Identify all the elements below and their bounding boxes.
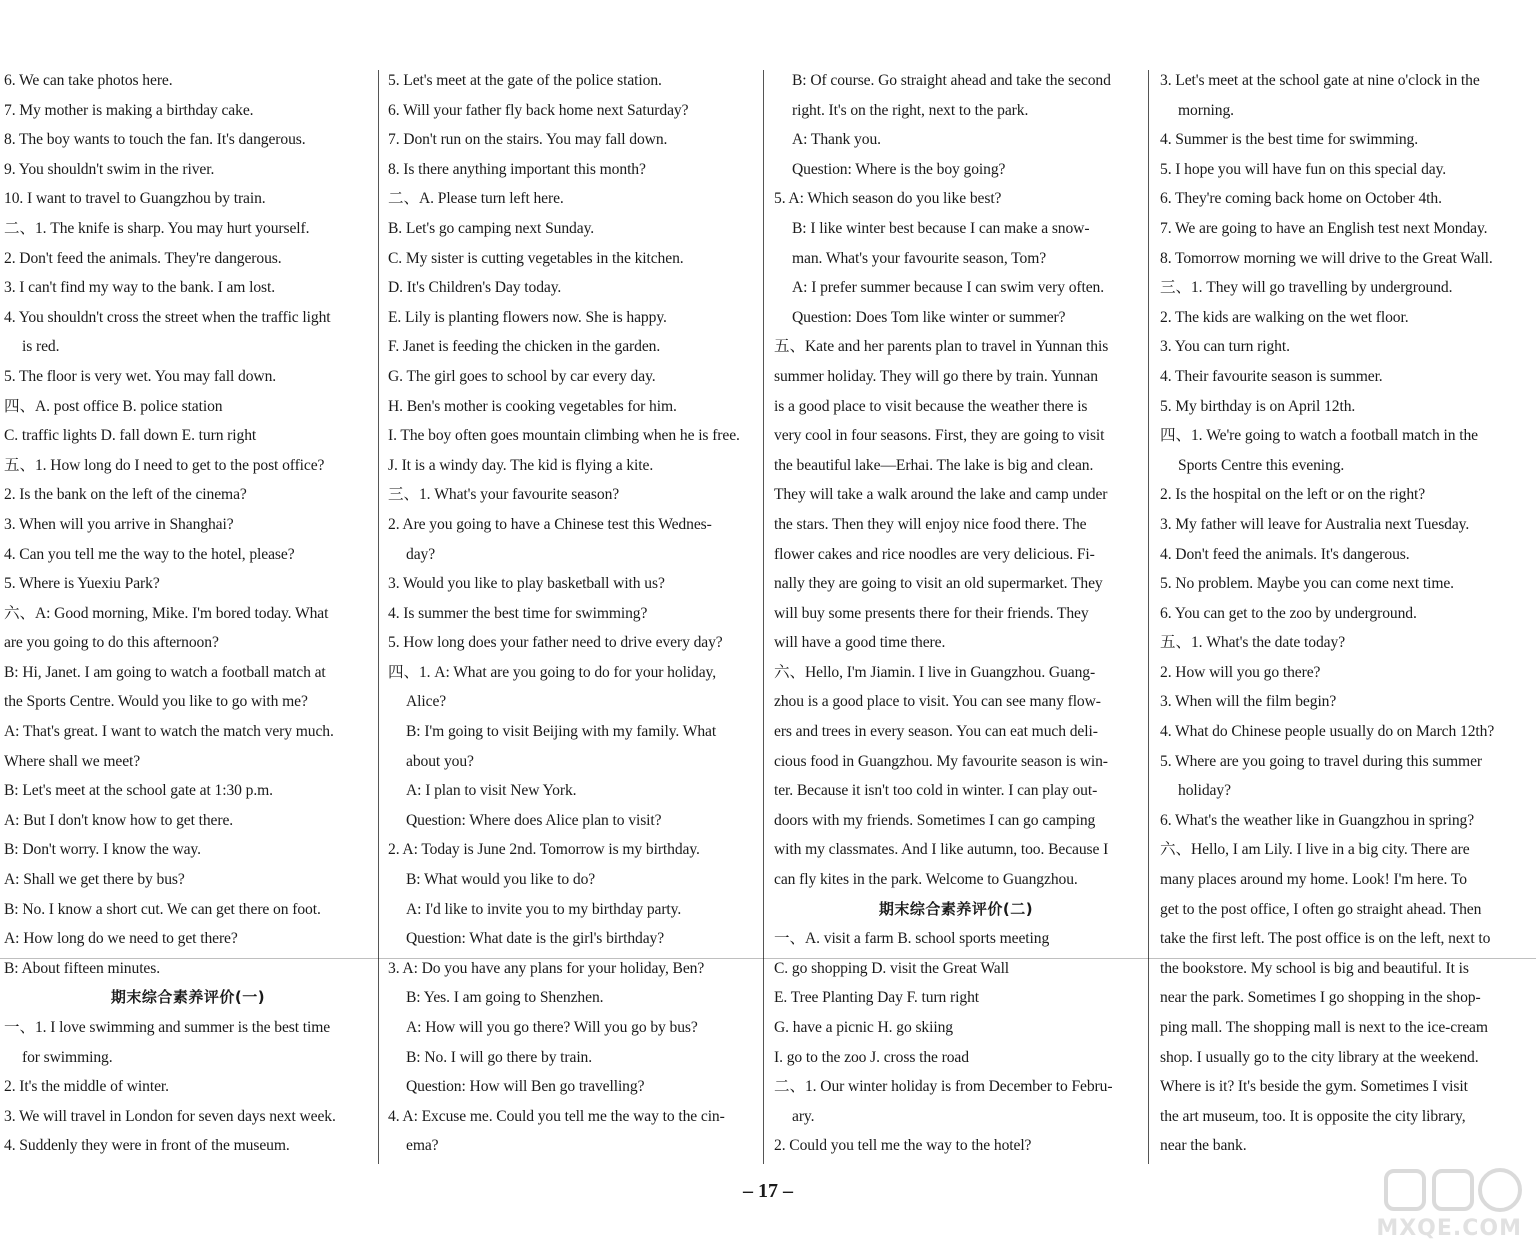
answer-line: the Sports Centre. Would you like to go with me? [4, 693, 308, 711]
answer-line: 5. Where are you going to travel during this summer [1160, 752, 1483, 770]
answer-line: B: What would you like to do? [406, 871, 596, 889]
answer-line: 3. Let's meet at the school gate at nine o'clock in the [1160, 72, 1480, 89]
answer-line: 7. My mother is making a birthday cake. [4, 101, 254, 119]
answer-line: will buy some presents there for their friends. They [774, 604, 1089, 622]
answer-line: Where shall we meet? [4, 752, 141, 770]
answer-line: 4. You shouldn't cross the street when the traffic light [4, 308, 331, 326]
answer-line: B: Yes. I am going to Shenzhen. [406, 989, 604, 1007]
answer-line: 五、Kate and her parents plan to travel in Yunnan this [774, 338, 1109, 356]
answer-line: 5. No problem. Maybe you can come next time. [1160, 575, 1454, 593]
answer-line: are you going to do this afternoon? [4, 634, 219, 652]
answer-line: Question: What date is the girl's birthday? [406, 930, 665, 948]
answer-line: B: Hi, Janet. I am going to watch a football match at [4, 663, 326, 681]
answer-line: J. It is a windy day. The kid is flying a kite. [388, 456, 654, 474]
answer-line: Alice? [406, 693, 447, 711]
answer-line: 六、Hello, I am Lily. I live in a big city. There are [1160, 841, 1470, 859]
answer-line: 四、1. We're going to watch a football match in the [1160, 427, 1478, 445]
answer-line: 2. It's the middle of winter. [4, 1078, 169, 1096]
answer-line: 8. Tomorrow morning we will drive to the Great Wall. [1160, 249, 1493, 267]
answer-line: 3. You can turn right. [1160, 338, 1290, 356]
answer-line: 2. Are you going to have a Chinese test this Wednes- [388, 515, 712, 533]
answer-line: the beautiful lake—Erhai. The lake is big and clean. [774, 456, 1094, 474]
answer-line: B: About fifteen minutes. [4, 959, 161, 977]
answer-line: 3. My father will leave for Australia next Tuesday. [1160, 515, 1470, 533]
answer-line: Question: Where is the boy going? [792, 160, 1006, 178]
answer-line: H. Ben's mother is cooking vegetables for him. [388, 397, 677, 415]
answer-line: 8. Is there anything important this month? [388, 160, 646, 178]
section-heading: 期末综合素养评价(二) [878, 899, 1034, 918]
answer-line: B: I'm going to visit Beijing with my family. What [406, 723, 717, 741]
answer-line: B: Don't worry. I know the way. [4, 841, 201, 859]
answer-line: morning. [1178, 101, 1234, 119]
answer-line: about you? [406, 752, 474, 770]
answer-line: 9. You shouldn't swim in the river. [4, 160, 215, 178]
answer-line: Sports Centre this evening. [1178, 456, 1345, 474]
answer-line: 二、1. Our winter holiday is from December to Febru- [774, 1078, 1113, 1096]
answer-line: A: Shall we get there by bus? [4, 871, 185, 889]
column-divider [1148, 70, 1149, 1164]
answer-line: B: Let's meet at the school gate at 1:30 p.m. [4, 782, 273, 800]
answer-line: A: I'd like to invite you to my birthday party. [406, 900, 682, 918]
answer-line: 5. Where is Yuexiu Park? [4, 575, 160, 593]
answer-line: 六、Hello, I'm Jiamin. I live in Guangzhou. Guang- [774, 663, 1096, 681]
answer-line: A: I plan to visit New York. [406, 782, 577, 800]
answer-line: G. have a picnic H. go skiing [774, 1019, 953, 1036]
answer-line: E. Lily is planting flowers now. She is happy. [388, 308, 667, 326]
answer-line: C. go shopping D. visit the Great Wall [774, 959, 1010, 977]
answer-line: 二、1. The knife is sharp. You may hurt yourself. [4, 219, 310, 237]
answer-line: 8. The boy wants to touch the fan. It's dangerous. [4, 131, 306, 149]
answer-line: man. What's your favourite season, Tom? [792, 249, 1047, 267]
answer-line: 3. When will you arrive in Shanghai? [4, 515, 234, 533]
watermark-url: MXQE.COM [1376, 1216, 1522, 1241]
answer-line: 2. Is the bank on the left of the cinema? [4, 486, 247, 504]
section-heading: 期末综合素养评价(一) [110, 988, 266, 1007]
answer-line: B: Of course. Go straight ahead and take the second [792, 72, 1111, 89]
answer-line: 四、1. A: What are you going to do for your holiday, [388, 663, 717, 681]
answer-line: Question: Where does Alice plan to visit? [406, 811, 662, 829]
answer-line: the stars. Then they will enjoy nice food there. The [774, 515, 1087, 533]
answer-line: 4. Their favourite season is summer. [1160, 367, 1383, 385]
answer-line: A: How will you go there? Will you go by bus? [406, 1019, 698, 1036]
answer-line: 7. Don't run on the stairs. You may fall down. [388, 131, 668, 149]
page-fold-line [0, 958, 1536, 959]
answer-line: 3. I can't find my way to the bank. I am lost. [4, 279, 276, 297]
answer-line: B: I like winter best because I can make a snow- [792, 219, 1090, 237]
answer-line: 4. Don't feed the animals. It's dangerous. [1160, 545, 1410, 563]
answer-line: near the bank. [1160, 1137, 1247, 1155]
answer-line: 5. How long does your father need to drive every day? [388, 634, 723, 652]
answer-line: day? [406, 545, 436, 563]
answer-line: 6. They're coming back home on October 4th. [1160, 190, 1442, 208]
answer-line: is a good place to visit because the weather there is [774, 397, 1088, 415]
answer-line: 4. Suddenly they were in front of the museum. [4, 1137, 290, 1155]
column-3 [774, 66, 1138, 1159]
answer-line: Question: Does Tom like winter or summer? [792, 308, 1066, 326]
answer-line: 4. Is summer the best time for swimming? [388, 604, 648, 622]
answer-line: 4. A: Excuse me. Could you tell me the way to the cin- [388, 1107, 725, 1125]
answer-line: doors with my friends. Sometimes I can go camping [774, 811, 1096, 829]
answer-line: cious food in Guangzhou. My favourite season is win- [774, 752, 1108, 770]
answer-line: summer holiday. They will go there by train. Yunnan [774, 367, 1098, 385]
answer-line: 二、A. Please turn left here. [388, 190, 564, 208]
answer-line: 6. We can take photos here. [4, 72, 173, 89]
column-2 [388, 66, 752, 1159]
answer-line: A: How long do we need to get there? [4, 930, 238, 948]
answer-line: B: No. I know a short cut. We can get there on foot. [4, 900, 321, 918]
answer-line: get to the post office, I often go straight ahead. Then [1160, 900, 1482, 918]
answer-line: shop. I usually go to the city library at the weekend. [1160, 1048, 1479, 1066]
answer-line: 5. The floor is very wet. You may fall down. [4, 367, 277, 385]
answer-line: zhou is a good place to visit. You can see many flow- [774, 693, 1101, 711]
answer-line: A: That's great. I want to watch the match very much. [4, 723, 334, 741]
answer-line: 5. Let's meet at the gate of the police station. [388, 72, 662, 89]
answer-line: B: No. I will go there by train. [406, 1048, 593, 1066]
answer-line: 三、1. What's your favourite season? [388, 486, 620, 504]
answer-line: 3. Would you like to play basketball with us? [388, 575, 665, 593]
answer-line: 2. Is the hospital on the left or on the right? [1160, 486, 1426, 504]
answer-line: holiday? [1178, 782, 1231, 800]
answer-line: take the first left. The post office is on the left, next to [1160, 930, 1491, 948]
column-1 [4, 66, 372, 1159]
answer-line: is red. [22, 338, 60, 356]
answer-line: B. Let's go camping next Sunday. [388, 219, 595, 237]
column-divider [763, 70, 764, 1164]
answer-line: 4. Can you tell me the way to the hotel, please? [4, 545, 295, 563]
answer-line: 三、1. They will go travelling by underground. [1160, 279, 1453, 297]
answer-line: D. It's Children's Day today. [388, 279, 562, 297]
answer-line: E. Tree Planting Day F. turn right [774, 989, 979, 1007]
answer-line: A: Thank you. [792, 131, 881, 149]
answer-line: 2. Could you tell me the way to the hotel? [774, 1137, 1032, 1155]
answer-line: 5. A: Which season do you like best? [774, 190, 1002, 208]
column-divider [378, 70, 379, 1164]
page-number: – 17 – [743, 1180, 793, 1202]
answer-line: with my classmates. And I like autumn, too. Because I [774, 841, 1109, 859]
answer-line: ema? [406, 1137, 439, 1155]
answer-line: F. Janet is feeding the chicken in the garden. [388, 338, 661, 356]
answer-line: 2. A: Today is June 2nd. Tomorrow is my birthday. [388, 841, 700, 859]
column-4 [1160, 66, 1522, 1159]
answer-line: G. The girl goes to school by car every day. [388, 367, 656, 385]
answer-line: 五、1. How long do I need to get to the post office? [4, 456, 325, 474]
answer-line: near the park. Sometimes I go shopping in the shop- [1160, 989, 1481, 1007]
answer-line: They will take a walk around the lake and camp under [774, 486, 1108, 504]
answer-line: can fly kites in the park. Welcome to Guangzhou. [774, 871, 1078, 889]
answer-line: 一、1. I love swimming and summer is the best time [4, 1019, 331, 1036]
answer-line: 6. Will your father fly back home next Saturday? [388, 101, 689, 119]
answer-line: nally they are going to visit an old supermarket. They [774, 575, 1103, 593]
answer-line: ers and trees in every season. You can eat much deli- [774, 723, 1098, 741]
watermark-logo [1378, 1167, 1528, 1245]
answer-line: A: But I don't know how to get there. [4, 811, 234, 829]
answer-line: A: I prefer summer because I can swim very often. [792, 279, 1105, 297]
answer-line: Question: How will Ben go travelling? [406, 1078, 645, 1096]
answer-line: for swimming. [22, 1048, 113, 1066]
answer-line: very cool in four seasons. First, they are going to visit [774, 427, 1105, 445]
answer-line: 3. A: Do you have any plans for your holiday, Ben? [388, 959, 705, 977]
answer-line: ary. [792, 1107, 815, 1125]
answer-line: 一、A. visit a farm B. school sports meeting [774, 930, 1050, 948]
answer-line: I. go to the zoo J. cross the road [774, 1048, 969, 1066]
answer-line: 4. Summer is the best time for swimming. [1160, 131, 1419, 149]
answer-line: 五、1. What's the date today? [1160, 634, 1346, 652]
answer-line: 四、A. post office B. police station [4, 397, 223, 415]
answer-line: the bookstore. My school is big and beautiful. It is [1160, 959, 1469, 977]
answer-line: ping mall. The shopping mall is next to the ice-cream [1160, 1019, 1488, 1036]
answer-line: flower cakes and rice noodles are very delicious. Fi- [774, 545, 1095, 563]
answer-line: 3. When will the film begin? [1160, 693, 1337, 711]
answer-line: 6. What's the weather like in Guangzhou in spring? [1160, 811, 1475, 829]
answer-line: will have a good time there. [774, 634, 946, 652]
answer-line: I. The boy often goes mountain climbing when he is free. [388, 427, 740, 445]
answer-line: the art museum, too. It is opposite the city library, [1160, 1107, 1466, 1125]
answer-line: ter. Because it isn't too cold in winter. I can play out- [774, 782, 1098, 800]
answer-line: 六、A: Good morning, Mike. I'm bored today. What [4, 604, 329, 622]
answer-line: 7. We are going to have an English test next Monday. [1160, 219, 1488, 237]
answer-line: 10. I want to travel to Guangzhou by train. [4, 190, 266, 208]
answer-line: 5. I hope you will have fun on this special day. [1160, 160, 1447, 178]
answer-line: Where is it? It's beside the gym. Sometimes I visit [1160, 1078, 1468, 1096]
answer-line: many places around my home. Look! I'm here. To [1160, 871, 1467, 889]
answer-line: right. It's on the right, next to the park. [792, 101, 1029, 119]
answer-line: 3. We will travel in London for seven days next week. [4, 1107, 336, 1125]
answer-line: 2. Don't feed the animals. They're dangerous. [4, 249, 282, 267]
answer-line: 2. How will you go there? [1160, 663, 1321, 681]
answer-line: C. traffic lights D. fall down E. turn right [4, 427, 257, 445]
answer-line: 4. What do Chinese people usually do on March 12th? [1160, 723, 1495, 741]
answer-line: 5. My birthday is on April 12th. [1160, 397, 1356, 415]
answer-line: 2. The kids are walking on the wet floor. [1160, 308, 1409, 326]
answer-line: C. My sister is cutting vegetables in the kitchen. [388, 249, 684, 267]
answer-line: 6. You can get to the zoo by underground. [1160, 604, 1417, 622]
